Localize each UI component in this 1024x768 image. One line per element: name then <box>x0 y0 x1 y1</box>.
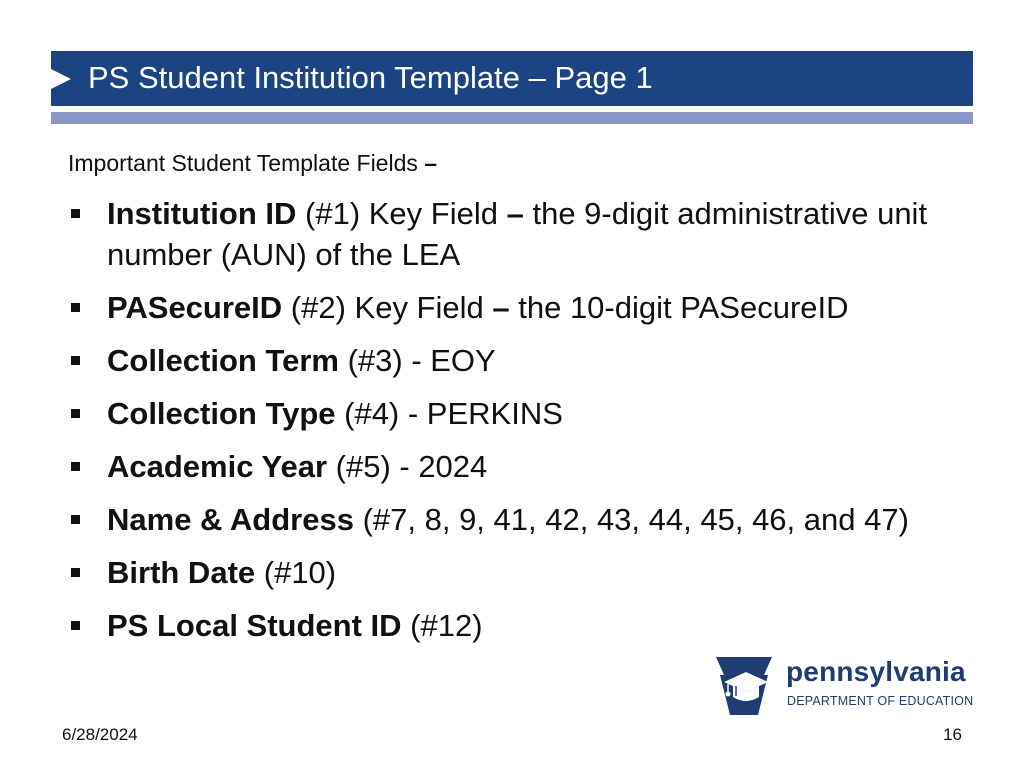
field-name: Collection Type <box>107 396 336 431</box>
field-detail: (#10) <box>255 555 337 590</box>
field-detail: (#5) - 2024 <box>327 449 488 484</box>
footer-date: 6/28/2024 <box>62 725 138 744</box>
subheading <box>68 148 437 178</box>
list-item <box>68 193 968 275</box>
field-name: Institution ID <box>107 196 297 231</box>
list-item <box>68 287 968 328</box>
field-description: the 9-digit administrative unit number (AUN) of the LEA <box>107 196 928 272</box>
field-detail: (#1) Key Field <box>296 196 507 231</box>
logo-subtitle: DEPARTMENT OF EDUCATION <box>787 694 974 708</box>
list-item <box>68 340 968 381</box>
field-detail: (#12) <box>401 608 483 643</box>
field-name: Academic Year <box>107 449 328 484</box>
title-arrow-icon <box>51 69 71 89</box>
accent-bar <box>51 112 973 124</box>
field-list <box>68 193 968 658</box>
field-description: the 10-digit PASecureID <box>509 290 849 325</box>
field-name: Name & Address <box>107 502 354 537</box>
subheading-text: Important Student Template Fields <box>68 150 418 176</box>
field-detail: (#4) - PERKINS <box>335 396 563 431</box>
pde-logo <box>714 655 976 717</box>
list-item <box>68 446 968 487</box>
list-item <box>68 393 968 434</box>
list-item <box>68 605 968 646</box>
field-dash: – <box>492 290 510 325</box>
field-name: Collection Term <box>107 343 339 378</box>
field-name: PASecureID <box>107 290 283 325</box>
field-name: Birth Date <box>107 555 256 590</box>
subheading-dash: – <box>424 150 438 176</box>
field-detail: (#7, 8, 9, 41, 42, 43, 44, 45, 46, and 47) <box>353 502 909 537</box>
list-item <box>68 552 968 593</box>
slide-title: PS Student Institution Template – Page 1 <box>88 60 653 95</box>
field-detail: (#3) - EOY <box>338 343 496 378</box>
field-dash: – <box>506 196 524 231</box>
logo-wordmark: pennsylvania <box>786 656 966 687</box>
list-item <box>68 499 968 540</box>
field-name: PS Local Student ID <box>107 608 402 643</box>
page-number: 16 <box>943 725 962 744</box>
field-detail: (#2) Key Field <box>282 290 493 325</box>
keystone-graduation-cap-icon <box>714 655 774 717</box>
